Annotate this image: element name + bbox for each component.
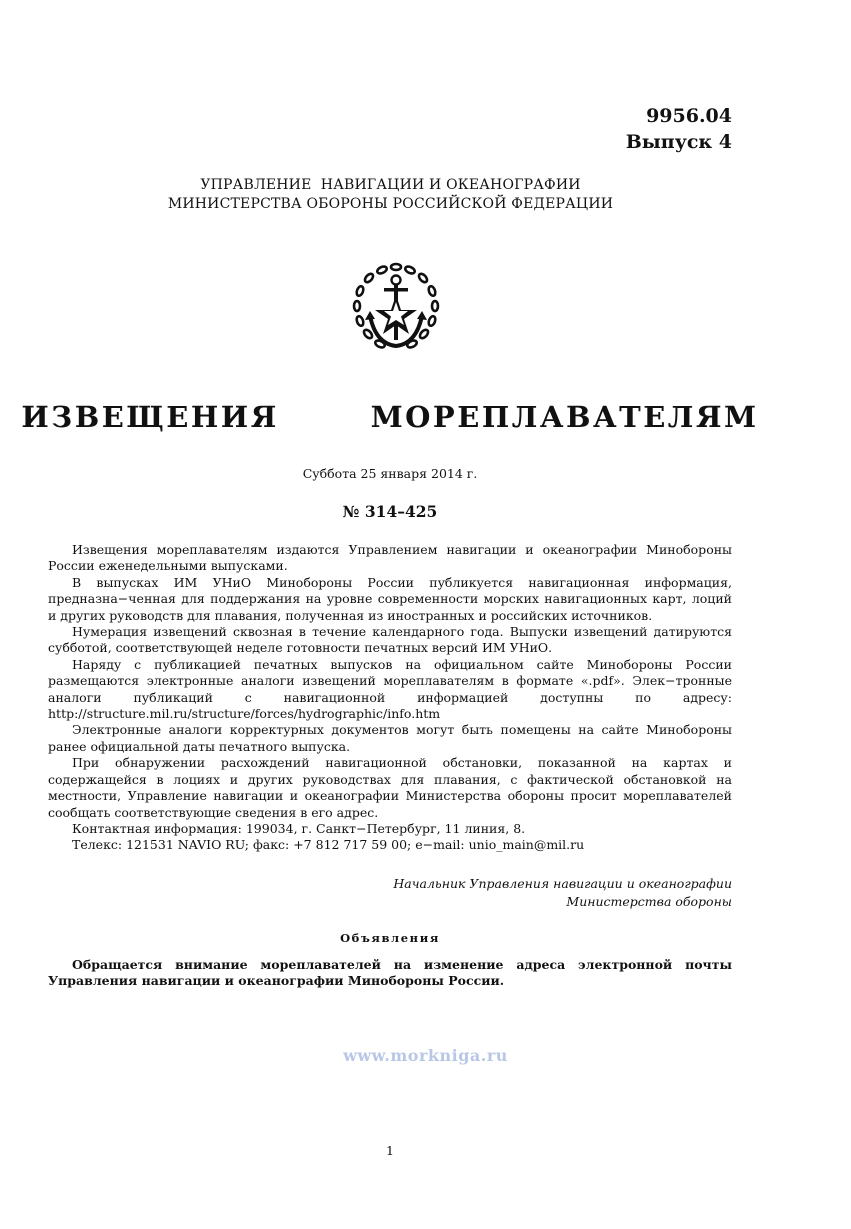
- signature-block: [393, 875, 732, 911]
- paragraph: Извещения мореплавателям издаются Управлением навигации и океанографии Минобороны России еженедельными выпусками.: [48, 542, 732, 574]
- paragraph: В выпусках ИМ УНиО Минобороны России публикуется навигационная информация, предназна−ченная для поддержания на уровне современности морских навигационных карт, лоций и других руководств для плавания, полученная из иностранных и российских источников.: [48, 574, 732, 623]
- organization-name: [0, 176, 781, 214]
- signature-line-2: Министерства обороны: [566, 894, 732, 909]
- issue-date: Суббота 25 января 2014 г.: [302, 466, 478, 481]
- document-title: ИЗВЕЩЕНИЯ МОРЕПЛАВАТЕЛЯМ: [21, 400, 759, 434]
- contact-telex-fax-email: Телекс: 121531 NAVIO RU; факс: +7 812 717 59 00; e−mail: unio_main@mil.ru: [72, 837, 585, 853]
- issue-label: Выпуск 4: [625, 131, 732, 153]
- paragraph: Нумерация извещений сквозная в течение календарного года. Выпуски извещений датируются субботой, соответствующей неделе готовности печатных версий ИМ УНиО.: [48, 624, 732, 656]
- paragraph: Электронные аналоги корректурных документов могут быть помещены на сайте Минобороны ранее официальной даты печатного выпуска.: [48, 722, 732, 754]
- anchor-star-chain-emblem-icon: [346, 258, 446, 358]
- announcement-paragraph: Обращается внимание мореплавателей на изменение адреса электронной почты Управления навигации и океанографии Минобороны России.: [48, 957, 732, 989]
- organization-line-1: УПРАВЛЕНИЕ НАВИГАЦИИ И ОКЕАНОГРАФИИ: [200, 177, 581, 193]
- organization-line-2: МИНИСТЕРСТВА ОБОРОНЫ РОССИЙСКОЙ ФЕДЕРАЦИИ: [167, 196, 614, 212]
- contact-address: Контактная информация: 199034, г. Санкт−Петербург, 11 линия, 8.: [72, 820, 526, 836]
- announcements-text: [48, 957, 732, 990]
- paragraph: Наряду с публикацией печатных выпусков на официальном сайте Минобороны России размещаются электронные аналоги извещений мореплавателям в формате «.pdf». Элек−тронные аналоги публикаций с навигационной информацией доступны по адресу: http://structure.mil.ru/structure/forces/hydrographic/info.htm: [48, 656, 732, 722]
- watermark: www.morkniga.ru: [343, 1046, 508, 1065]
- signature-line-1: Начальник Управления навигации и океанографии: [393, 876, 732, 891]
- introduction-text: [48, 542, 732, 854]
- page-number: 1: [386, 1143, 394, 1158]
- announcements-heading: Объявления: [340, 931, 440, 945]
- document-header: [626, 103, 732, 155]
- document-number: 9956.04: [646, 105, 732, 127]
- paragraph: При обнаружении расхождений навигационной обстановки, показанной на картах и содержащейся в лоциях и других руководствах для плавания, с фактической обстановкой на местности, Управление навигации и океанографии Министерства обороны просит мореплавателей сообщать соответствующие сведения в его адрес.: [48, 755, 732, 820]
- issue-number: № 314–425: [342, 502, 438, 521]
